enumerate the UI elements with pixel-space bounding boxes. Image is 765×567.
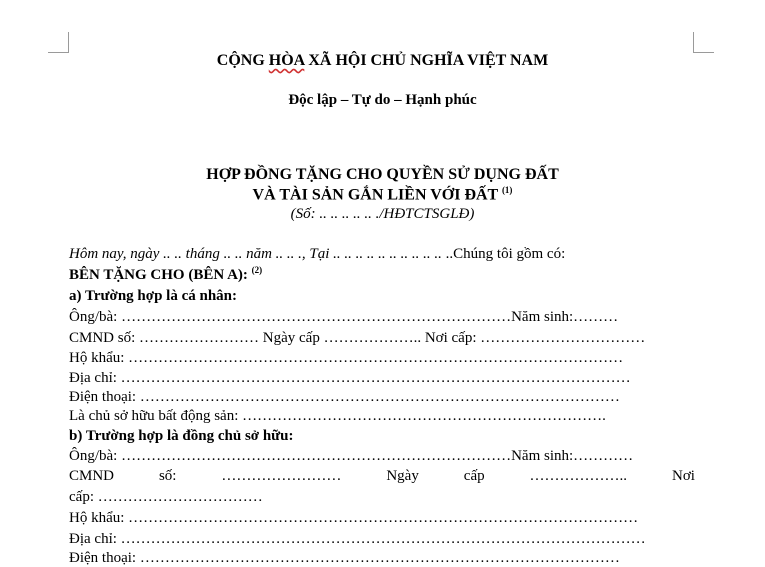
national-motto: Độc lập – Tự do – Hạnh phúc [288, 92, 477, 108]
b-name-line: Ông/bà: ……………………………………………………………………Năm sinh:………… [69, 448, 634, 464]
intro-rest-text: ..Chúng tôi gồm có: [445, 246, 566, 262]
intro-italic-text: Hôm nay, ngày .. .. tháng .. .. năm .. .. ., Tại .. .. .. .. .. .. .. .. .. .. [69, 246, 446, 262]
a-phone-line: Điện thoại: …………………………………………………………………………………… [69, 389, 620, 405]
a-name-line: Ông/bà: ……………………………………………………………………Năm sinh:……… [69, 309, 619, 325]
national-title-pre: CỘNG [216, 52, 269, 69]
b-phone-line: Điện thoại: …………………………………………………………………………………… [69, 550, 620, 566]
b-household-line: Hộ khẩu: ………………………………………………………………………………………… [69, 510, 639, 526]
case-a-heading: a) Trường hợp là cá nhân: [69, 288, 238, 304]
b-address-line: Địa chỉ: …………………………………………………………………………………………… [69, 531, 646, 547]
b-id-word-2: số: [158, 468, 177, 484]
a-address-line: Địa chỉ: ………………………………………………………………………………………… [69, 370, 631, 386]
intro-line [69, 246, 565, 263]
contract-title-line-2-text: VÀ TÀI SẢN GẮN LIỀN VỚI ĐẤT [252, 186, 498, 204]
b-id-line [69, 468, 695, 485]
a-id-line: CMND số: …………………… Ngày cấp ……………….. Nơi cấp: …………………………… [69, 330, 646, 346]
national-title [0, 52, 765, 70]
b-id-continued-line: cấp: …………………………… [69, 489, 263, 505]
national-title-post: XÃ HỘI CHỦ NGHĨA VIỆT NAM [304, 52, 549, 69]
party-a-heading [69, 265, 262, 284]
contract-number: (Số: .. .. .. .. .. ./HĐTCTSGLĐ) [290, 206, 475, 222]
footnote-ref-1: (1) [501, 185, 513, 195]
case-b-heading: b) Trường hợp là đồng chủ sở hữu: [69, 428, 294, 444]
b-id-word-5: cấp [463, 468, 485, 484]
crop-mark-top-left [48, 32, 69, 53]
a-owner-line: Là chủ sở hữu bất động sản: ………………………………………………………………. [69, 408, 606, 424]
b-id-word-6: ……………….. [529, 468, 628, 484]
spellcheck-marked-word: HÒA [268, 52, 305, 69]
contract-title-line-2 [0, 185, 765, 204]
party-a-heading-text: BÊN TẶNG CHO (BÊN A): [69, 267, 248, 283]
footnote-ref-2: (2) [251, 265, 263, 275]
crop-mark-top-right [693, 32, 714, 53]
b-id-word-4: Ngày [386, 468, 419, 484]
contract-title-line-1: HỢP ĐỒNG TẶNG CHO QUYỀN SỬ DỤNG ĐẤT [206, 166, 559, 183]
b-id-word-3: …………………… [221, 468, 342, 484]
b-id-word-1: CMND [69, 468, 115, 484]
b-id-word-7: Nơi [671, 468, 695, 484]
a-household-line: Hộ khẩu: ……………………………………………………………………………………… [69, 350, 624, 366]
